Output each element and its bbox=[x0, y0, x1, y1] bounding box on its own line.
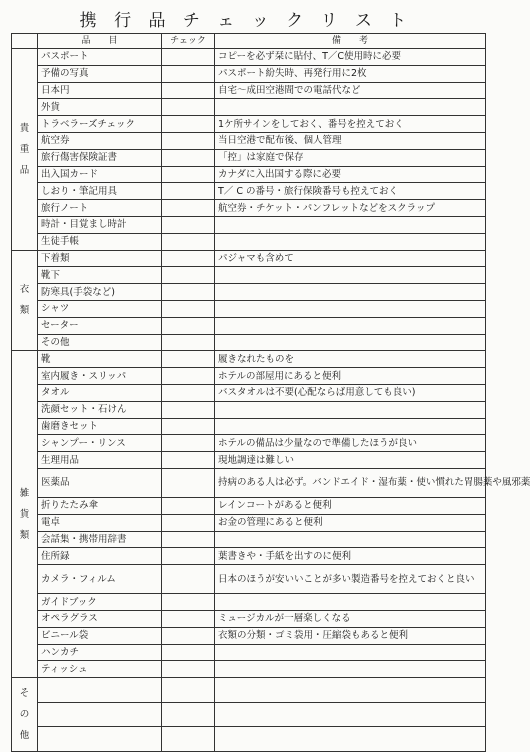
check-cell[interactable] bbox=[162, 317, 215, 334]
check-cell[interactable] bbox=[162, 334, 215, 351]
header-note: 備 考 bbox=[215, 34, 486, 49]
note-cell: レインコートがあると便利 bbox=[215, 497, 486, 514]
check-cell[interactable] bbox=[162, 565, 215, 594]
checklist-row bbox=[12, 284, 486, 301]
note-cell bbox=[215, 216, 486, 233]
checklist-row bbox=[12, 250, 486, 267]
checklist-row bbox=[12, 132, 486, 149]
checklist-row bbox=[12, 200, 486, 217]
checklist-row bbox=[12, 334, 486, 351]
note-cell: ホテルの部屋用にあると便利 bbox=[215, 368, 486, 385]
checklist-row bbox=[12, 418, 486, 435]
note-cell: 葉書きや・手紙を出すのに便利 bbox=[215, 548, 486, 565]
item-name: 航空券 bbox=[38, 132, 162, 149]
item-name bbox=[38, 678, 162, 703]
checklist-row bbox=[12, 149, 486, 166]
category-char: 衣 bbox=[19, 284, 30, 296]
item-name: 靴 bbox=[38, 351, 162, 368]
note-cell: 1ケ所サインをしておく、番号を控えておく bbox=[215, 116, 486, 133]
checklist-row bbox=[12, 49, 486, 66]
checklist-row bbox=[12, 594, 486, 611]
check-cell[interactable] bbox=[162, 610, 215, 627]
note-cell: お金の管理にあると便利 bbox=[215, 514, 486, 531]
checklist-row bbox=[12, 678, 486, 703]
checklist-row bbox=[12, 65, 486, 82]
check-cell[interactable] bbox=[162, 661, 215, 678]
check-cell[interactable] bbox=[162, 548, 215, 565]
checklist-row bbox=[12, 468, 486, 497]
note-cell bbox=[215, 267, 486, 284]
checklist-row bbox=[12, 216, 486, 233]
item-name: 医薬品 bbox=[38, 468, 162, 497]
check-cell[interactable] bbox=[162, 401, 215, 418]
check-cell[interactable] bbox=[162, 468, 215, 497]
note-cell bbox=[215, 334, 486, 351]
category-char: 類 bbox=[19, 305, 30, 317]
item-name: その他 bbox=[38, 334, 162, 351]
checklist-row bbox=[12, 702, 486, 727]
category-char: 重 bbox=[19, 143, 30, 155]
checklist-row bbox=[12, 531, 486, 548]
checklist-row bbox=[12, 452, 486, 469]
checklist-row bbox=[12, 565, 486, 594]
category-char: そ bbox=[19, 688, 30, 700]
header-row bbox=[12, 34, 486, 49]
note-cell: 衣類の分類・ゴミ袋用・圧縮袋もあると便利 bbox=[215, 627, 486, 644]
header-item: 品 目 bbox=[38, 34, 162, 49]
note-cell: 日本のほうが安いいことが多い製造番号を控えておくと良い bbox=[215, 565, 486, 594]
note-cell: 当日空港で配布後、個人管理 bbox=[215, 132, 486, 149]
note-cell: 「控」は家庭で保存 bbox=[215, 149, 486, 166]
check-cell[interactable] bbox=[162, 514, 215, 531]
item-name: 会話集・携帯用辞書 bbox=[38, 531, 162, 548]
checklist-row bbox=[12, 644, 486, 661]
check-cell[interactable] bbox=[162, 452, 215, 469]
check-cell[interactable] bbox=[162, 99, 215, 116]
check-cell[interactable] bbox=[162, 166, 215, 183]
check-cell[interactable] bbox=[162, 435, 215, 452]
item-name: カメラ・フィルム bbox=[38, 565, 162, 594]
item-name: 洗顔セット・石けん bbox=[38, 401, 162, 418]
check-cell[interactable] bbox=[162, 49, 215, 66]
note-cell: ミュージカルが一層楽しくなる bbox=[215, 610, 486, 627]
category-label-valuables bbox=[12, 49, 38, 251]
category-char: の bbox=[19, 709, 30, 721]
check-cell[interactable] bbox=[162, 351, 215, 368]
item-name: 住所録 bbox=[38, 548, 162, 565]
checklist-row bbox=[12, 116, 486, 133]
item-name: シャツ bbox=[38, 300, 162, 317]
note-cell: 自宅～成田空港間での電話代など bbox=[215, 82, 486, 99]
checklist-row bbox=[12, 384, 486, 401]
checklist-row bbox=[12, 435, 486, 452]
checklist-row bbox=[12, 183, 486, 200]
item-name: ティッシュ bbox=[38, 661, 162, 678]
note-cell bbox=[215, 661, 486, 678]
check-cell[interactable] bbox=[162, 82, 215, 99]
note-cell: ホテルの備品は少量なので準備したほうが良い bbox=[215, 435, 486, 452]
note-cell bbox=[215, 99, 486, 116]
note-cell: パジャマも含めて bbox=[215, 250, 486, 267]
item-name: 予備の写真 bbox=[38, 65, 162, 82]
check-cell[interactable] bbox=[162, 702, 215, 727]
checklist-row bbox=[12, 610, 486, 627]
checklist-row bbox=[12, 514, 486, 531]
category-char: 貴 bbox=[19, 122, 30, 134]
item-name: 靴下 bbox=[38, 267, 162, 284]
check-cell[interactable] bbox=[162, 644, 215, 661]
checklist-row bbox=[12, 401, 486, 418]
category-char: 雑 bbox=[19, 487, 30, 499]
check-cell[interactable] bbox=[162, 531, 215, 548]
checklist-row bbox=[12, 166, 486, 183]
checklist-row bbox=[12, 99, 486, 116]
checklist-row bbox=[12, 233, 486, 250]
category-label-clothing bbox=[12, 250, 38, 351]
checklist-row bbox=[12, 317, 486, 334]
checklist-row bbox=[12, 300, 486, 317]
note-cell bbox=[215, 418, 486, 435]
note-cell: パスポート紛失時、再発行用に2枚 bbox=[215, 65, 486, 82]
item-name: 下着類 bbox=[38, 250, 162, 267]
note-cell bbox=[215, 233, 486, 250]
item-name: 生徒手帳 bbox=[38, 233, 162, 250]
check-cell[interactable] bbox=[162, 183, 215, 200]
note-cell: 履きなれたものを bbox=[215, 351, 486, 368]
check-cell[interactable] bbox=[162, 200, 215, 217]
item-name: 出入国カード bbox=[38, 166, 162, 183]
check-cell[interactable] bbox=[162, 267, 215, 284]
note-cell bbox=[215, 401, 486, 418]
note-cell: 航空券・チケット・パンフレットなどをスクラップ bbox=[215, 200, 486, 217]
check-cell[interactable] bbox=[162, 300, 215, 317]
checklist-row bbox=[12, 661, 486, 678]
item-name: シャンプー・リンス bbox=[38, 435, 162, 452]
note-cell bbox=[215, 531, 486, 548]
item-name: 時計・目覚まし時計 bbox=[38, 216, 162, 233]
item-name: パスポート bbox=[38, 49, 162, 66]
item-name: 日本円 bbox=[38, 82, 162, 99]
page-title: 携 行 品 チ ェ ッ ク リ ス ト bbox=[79, 11, 413, 31]
checklist-row bbox=[12, 351, 486, 368]
check-cell[interactable] bbox=[162, 418, 215, 435]
note-cell: 現地調達は難しい bbox=[215, 452, 486, 469]
header-category-blank bbox=[12, 34, 38, 49]
category-label-other bbox=[12, 678, 38, 752]
item-name bbox=[38, 727, 162, 752]
check-cell[interactable] bbox=[162, 284, 215, 301]
note-cell bbox=[215, 300, 486, 317]
checklist-row bbox=[12, 82, 486, 99]
note-cell bbox=[215, 702, 486, 727]
check-cell[interactable] bbox=[162, 116, 215, 133]
checklist-row bbox=[12, 548, 486, 565]
note-cell bbox=[215, 284, 486, 301]
checklist-row bbox=[12, 627, 486, 644]
item-name: ハンカチ bbox=[38, 644, 162, 661]
note-cell bbox=[215, 317, 486, 334]
check-cell[interactable] bbox=[162, 216, 215, 233]
item-name: 生理用品 bbox=[38, 452, 162, 469]
checklist-row bbox=[12, 497, 486, 514]
item-name bbox=[38, 702, 162, 727]
item-name: セーター bbox=[38, 317, 162, 334]
item-name: オペラグラス bbox=[38, 610, 162, 627]
checklist-row bbox=[12, 368, 486, 385]
check-cell[interactable] bbox=[162, 65, 215, 82]
check-cell[interactable] bbox=[162, 627, 215, 644]
check-cell[interactable] bbox=[162, 250, 215, 267]
item-name: 室内履き・スリッパ bbox=[38, 368, 162, 385]
category-char: 貨 bbox=[19, 508, 30, 520]
check-cell[interactable] bbox=[162, 149, 215, 166]
item-name: トラベラーズチェック bbox=[38, 116, 162, 133]
item-name: しおり・筆記用具 bbox=[38, 183, 162, 200]
check-cell[interactable] bbox=[162, 497, 215, 514]
note-cell: 持病のある人は必ず。バンドエイド・湿布薬・使い慣れた胃腸薬や風邪薬 bbox=[215, 468, 486, 497]
checklist-row bbox=[12, 727, 486, 752]
category-char: 他 bbox=[19, 730, 30, 742]
item-name: 歯磨きセット bbox=[38, 418, 162, 435]
item-name: 折りたたみ傘 bbox=[38, 497, 162, 514]
header-check: チェック bbox=[162, 34, 215, 49]
note-cell: バスタオルは不要(心配ならば用意しても良い) bbox=[215, 384, 486, 401]
note-cell bbox=[215, 678, 486, 703]
category-label-sundries bbox=[12, 351, 38, 678]
check-cell[interactable] bbox=[162, 384, 215, 401]
category-char: 品 bbox=[19, 164, 30, 176]
check-cell[interactable] bbox=[162, 368, 215, 385]
note-cell bbox=[215, 644, 486, 661]
item-name: 電卓 bbox=[38, 514, 162, 531]
item-name: ビニール袋 bbox=[38, 627, 162, 644]
check-cell[interactable] bbox=[162, 594, 215, 611]
item-name: 外貨 bbox=[38, 99, 162, 116]
note-cell bbox=[215, 594, 486, 611]
note-cell: カナダに入出国する際に必要 bbox=[215, 166, 486, 183]
check-cell[interactable] bbox=[162, 132, 215, 149]
check-cell[interactable] bbox=[162, 727, 215, 752]
category-char: 類 bbox=[19, 529, 30, 541]
check-cell[interactable] bbox=[162, 233, 215, 250]
item-name: 旅行傷害保険証書 bbox=[38, 149, 162, 166]
note-cell bbox=[215, 727, 486, 752]
item-name: ガイドブック bbox=[38, 594, 162, 611]
note-cell: コピーを必ず栞に貼付、T／C使用時に必要 bbox=[215, 49, 486, 66]
checklist-table bbox=[11, 33, 530, 752]
checklist-row bbox=[12, 267, 486, 284]
item-name: タオル bbox=[38, 384, 162, 401]
note-cell: T／ C の番号・旅行保険番号も控えておく bbox=[215, 183, 486, 200]
check-cell[interactable] bbox=[162, 678, 215, 703]
item-name: 防寒具(手袋など) bbox=[38, 284, 162, 301]
item-name: 旅行ノート bbox=[38, 200, 162, 217]
